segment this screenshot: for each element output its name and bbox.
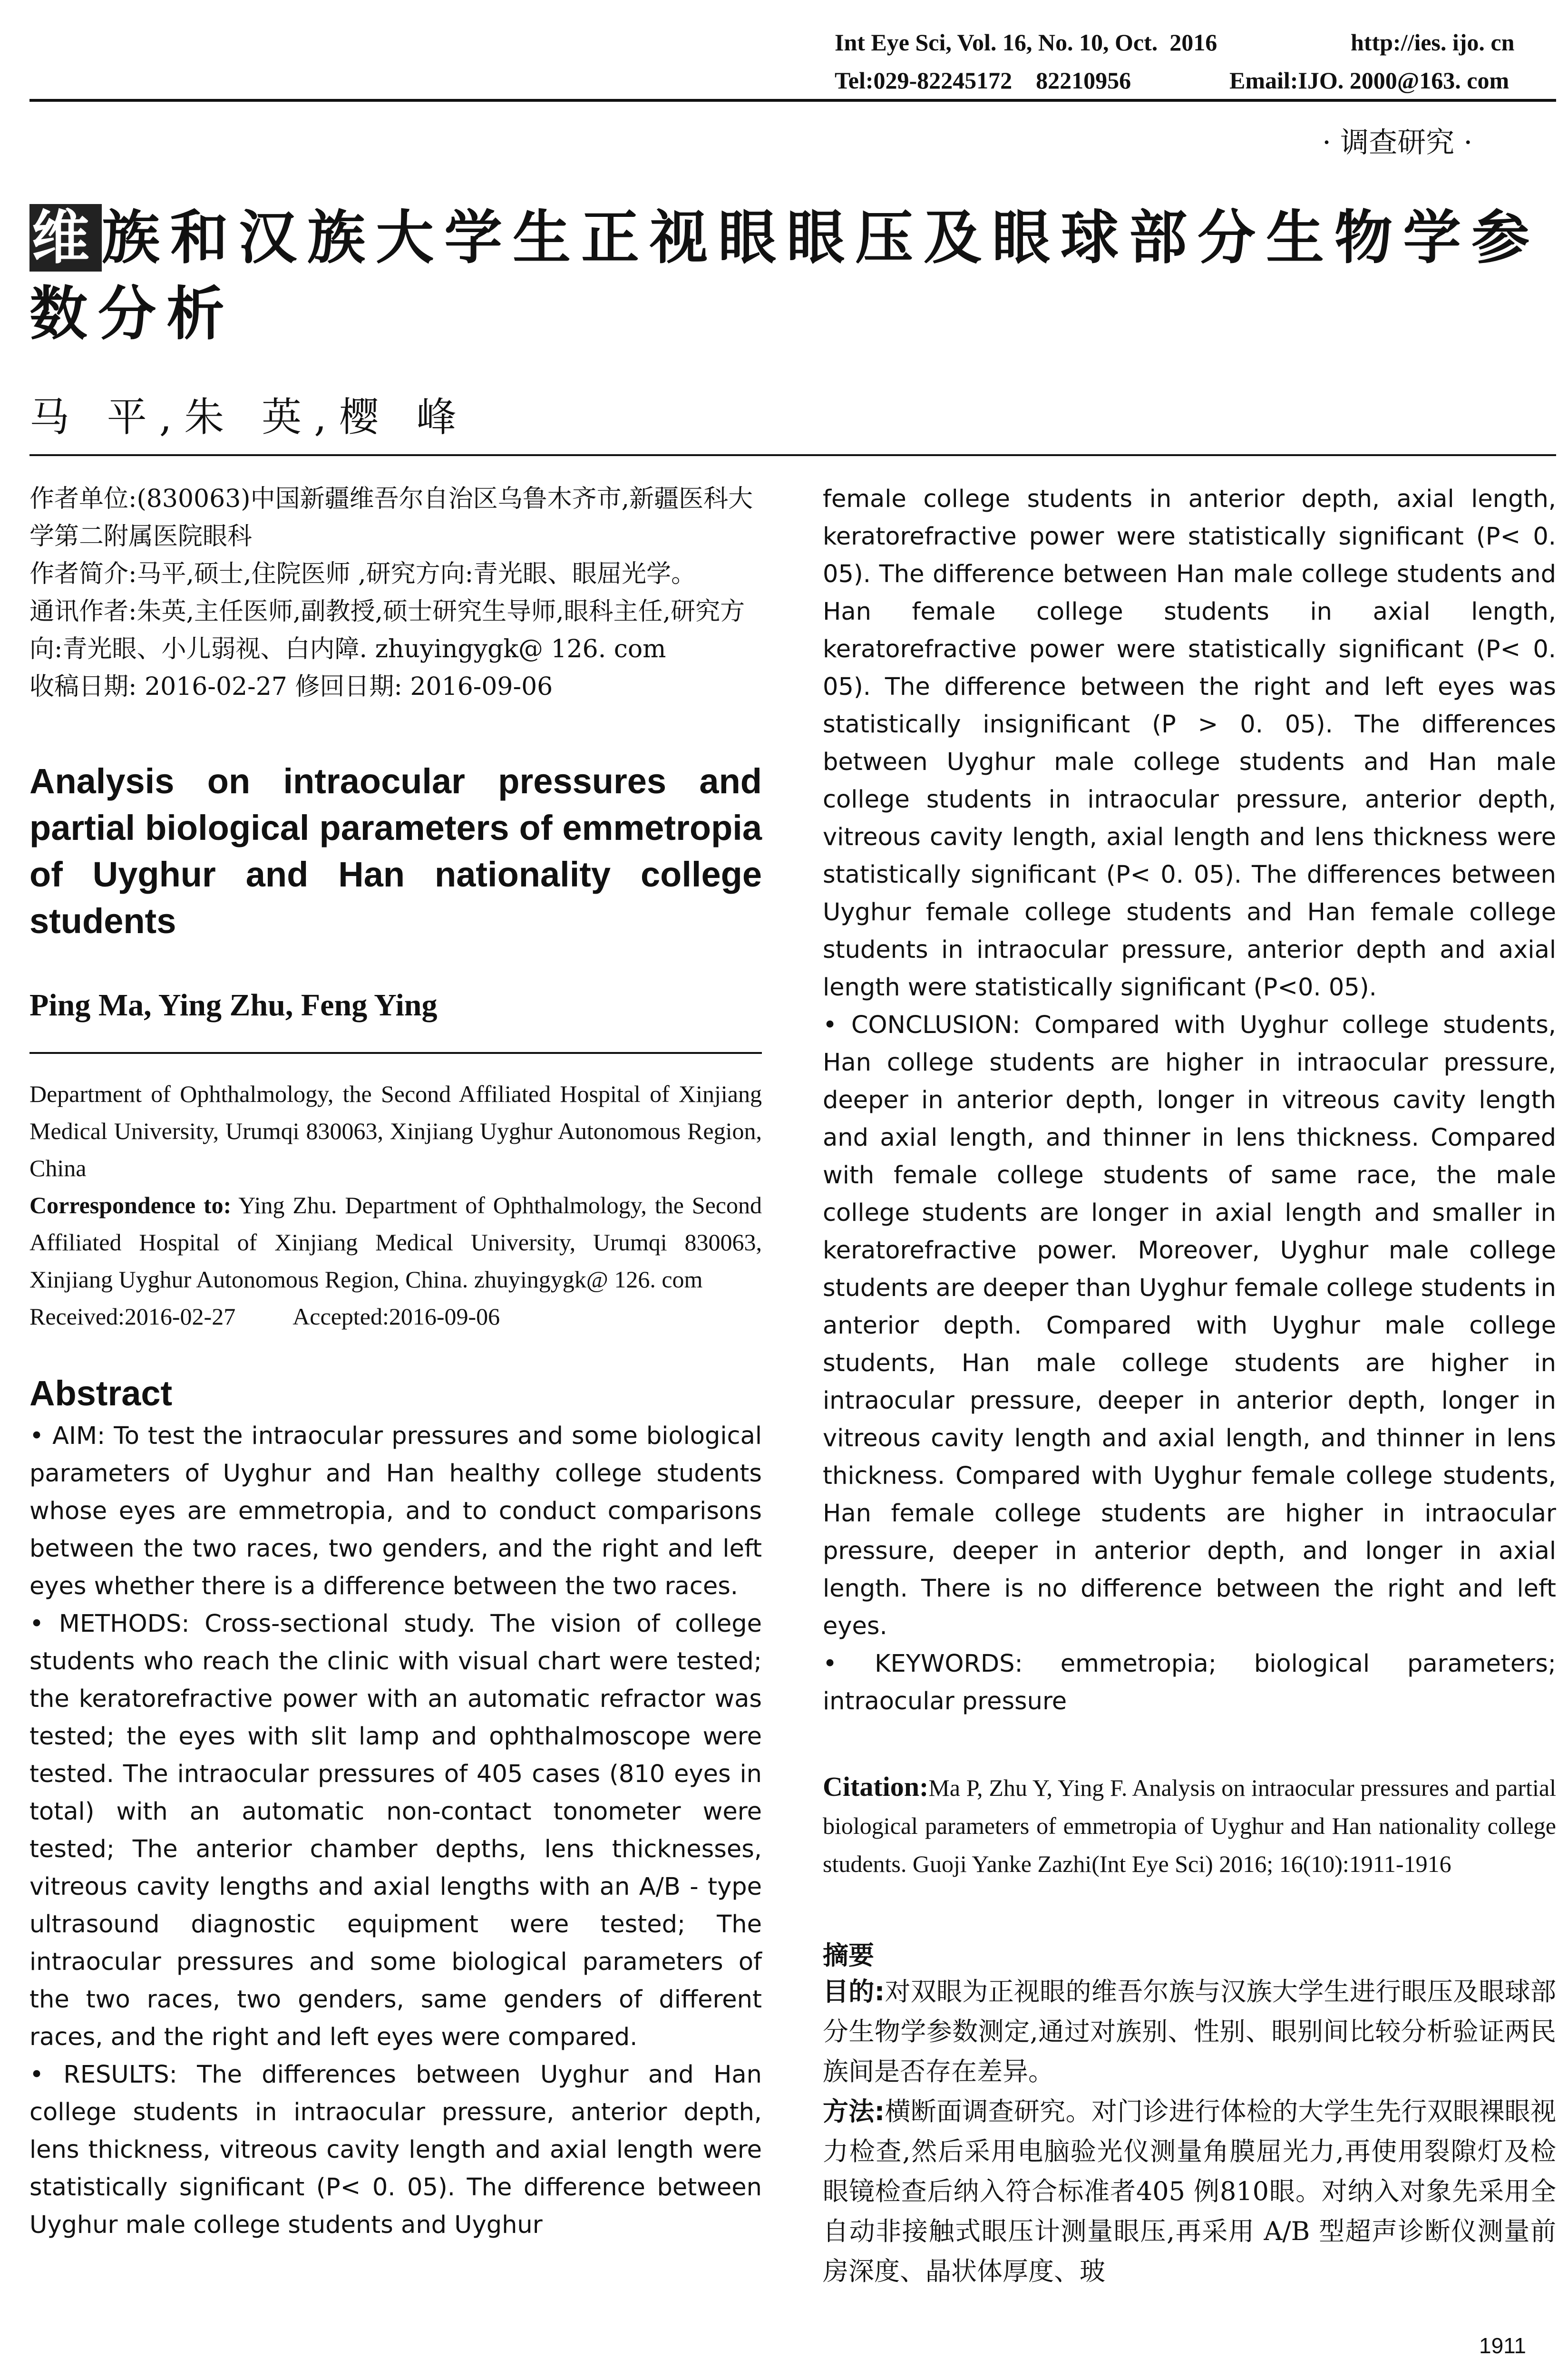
journal-url: http://ies. ijo. cn: [1351, 29, 1515, 56]
cn-abstract-methods: [823, 2092, 1556, 2291]
affiliation-block: [29, 1075, 762, 1335]
cn-dates: 收稿日期: 2016-02-27 修回日期: 2016-09-06: [29, 672, 553, 701]
correspondence-text: Ying Zhu. Department of Ophthalmology, the Second Affiliated Hospital of Xinjiang Medical University, Urumqi 830063, Xinjiang Uyghur Autonomous Region, China. zhuyingygk@ 126. com: [29, 1192, 762, 1293]
title-english: Analysis on intraocular pressures and partial biological parameters of emmetropia of Uyghur and Han nationality college students: [29, 761, 762, 941]
citation: [823, 1768, 1556, 1883]
author-rule: [29, 1052, 762, 1054]
title-rest: 族和汉族大学生正视眼眼压及眼球部分生物学参数分析: [29, 204, 1540, 348]
citation-label: Citation:: [823, 1771, 929, 1802]
header-rule: [29, 99, 1556, 102]
author-info-chinese: [29, 480, 762, 706]
abstract-heading-chinese: 摘要: [823, 1940, 874, 1970]
abstract-left: [29, 1417, 762, 2244]
abstract-results-cont: female college students in anterior depth, axial length, keratorefractive power were statistically significant (P< 0. 05). The difference between Han male college students and Han female college students in axial length, keratorefractive power were statistically significant (P< 0. 05). The difference between the right and left eyes was statistically insignificant (P > 0. 05). The differences between Uyghur male college students and Han male college students in intraocular pressure, anterior depth, vitreous cavity length, axial length and lens thickness were statistically significant (P< 0. 05). The differences between Uyghur female college students and Han female college students in intraocular pressure, anterior depth and axial length were statistically significant (P<0. 05).: [823, 485, 1556, 1002]
affiliation: Department of Ophthalmology, the Second Affiliated Hospital of Xinjiang Medical University, Urumqi 830063, Xinjiang Uyghur Autonomous Region, China: [29, 1081, 762, 1181]
section-rule: [29, 454, 1556, 456]
title-first-char: 维: [29, 204, 102, 272]
cn-author-bio: 作者简介:马平,硕士,住院医师 ,研究方向:青光眼、眼屈光学。: [29, 560, 696, 588]
accepted-date: Accepted:2016-09-06: [292, 1303, 500, 1330]
cn-aim-label: 目的:: [823, 1977, 885, 2007]
cn-affiliation: 作者单位:(830063)中国新疆维吾尔自治区乌鲁木齐市,新疆医科大学第二附属医院眼科: [29, 485, 753, 551]
abstract-results: • RESULTS: The differences between Uyghur and Han college students in intraocular pressure, anterior depth, lens thickness, vitreous cavity length and axial length were statistically significant (P< 0. 05). The difference between Uyghur male college students and Uyghur: [29, 2061, 762, 2239]
cn-methods-text: 横断面调查研究。对门诊进行体检的大学生先行双眼裸眼视力检查,然后采用电脑验光仪测量角膜屈光力,再使用裂隙灯及检眼镜检查后纳入符合标准者405 例810眼。对纳入对象先采用全自动非接触式眼压计测量眼压,再采用 A/B 型超声诊断仪测量前房深度、晶状体厚度、玻: [823, 2096, 1556, 2286]
abstract-chinese: [823, 1972, 1556, 2291]
abstract-methods: • METHODS: Cross-sectional study. The vision of college students who reach the clinic with visual chart were tested; the keratorefractive power with an automatic refractor was tested; the eyes with slit lamp and ophthalmoscope were tested. The intraocular pressures of 405 cases (810 eyes in total) with an automatic non-contact tonometer were tested; The anterior chamber depths, lens thicknesses, vitreous cavity lengths and axial lengths with an A/B - type ultrasound diagnostic equipment were tested; The intraocular pressures and some biological parameters of the two races, two genders, same genders of different races, and the right and left eyes were compared.: [29, 1610, 762, 2051]
left-column: [29, 480, 762, 2244]
authors-chinese: 马 平,朱 英,樱 峰: [29, 394, 469, 440]
cn-correspondence: 通讯作者:朱英,主任医师,副教授,硕士研究生导师,眼科主任,研究方向:青光眼、小儿弱视、白内障. zhuyingygk@ 126. com: [29, 597, 745, 663]
correspondence-label: Correspondence to:: [29, 1192, 232, 1218]
abstract-right: [823, 480, 1556, 1720]
citation-text: Ma P, Zhu Y, Ying F. Analysis on intraocular pressures and partial biological parameters of emmetropia of Uyghur and Han nationality college students. Guoji Yanke Zazhi(Int Eye Sci) 2016; 16(10):1911-1916: [823, 1774, 1556, 1877]
correspondence: [29, 1187, 762, 1298]
journal-info: Int Eye Sci, Vol. 16, No. 10, Oct. 2016: [835, 29, 1217, 56]
abstract-conclusion: • CONCLUSION: Compared with Uyghur college students, Han college students are higher in intraocular pressure, deeper in anterior depth, longer in vitreous cavity length and axial length, and thinner in lens thickness. Compared with female college students of same race, the male college students are longer in axial length and smaller in keratorefractive power. Moreover, Uyghur male college students are deeper than Uyghur female college students in anterior depth. Compared with Uyghur male college students, Han male college students are higher in intraocular pressure, deeper in anterior depth, longer in vitreous cavity length and axial length, and thinner in lens thickness. Compared with Uyghur female college students, Han female college students are higher in intraocular pressure, deeper in anterior depth, and longer in axial length. There is no difference between the right and left eyes.: [823, 1011, 1556, 1640]
cn-methods-label: 方法:: [823, 2096, 885, 2126]
page-number: 1911: [1479, 2333, 1526, 2358]
abstract-heading: Abstract: [29, 1374, 173, 1413]
dates-english: [29, 1298, 762, 1335]
journal-tel: Tel:029-82245172 82210956: [835, 67, 1131, 94]
journal-email: Email:IJO. 2000@163. com: [1229, 67, 1510, 94]
right-column: [823, 480, 1556, 2291]
cn-abstract-aim: [823, 1972, 1556, 2092]
abstract-aim: • AIM: To test the intraocular pressures and some biological parameters of Uyghur and Han healthy college students whose eyes are emmetropia, and to conduct comparisons between the two races, two genders, and the right and left eyes whether there is a difference between the two races.: [29, 1422, 762, 1600]
received-date: Received:2016-02-27: [29, 1303, 236, 1330]
abstract-keywords: • KEYWORDS: emmetropia; biological parameters; intraocular pressure: [823, 1650, 1556, 1715]
authors-english: Ping Ma, Ying Zhu, Feng Ying: [29, 988, 438, 1023]
title-chinese: [29, 200, 1561, 352]
cn-aim-text: 对双眼为正视眼的维吾尔族与汉族大学生进行眼压及眼球部分生物学参数测定,通过对族别、性别、眼别间比较分析验证两民族间是否存在差异。: [823, 1977, 1556, 2086]
column-tag: · 调查研究 ·: [1322, 126, 1473, 159]
